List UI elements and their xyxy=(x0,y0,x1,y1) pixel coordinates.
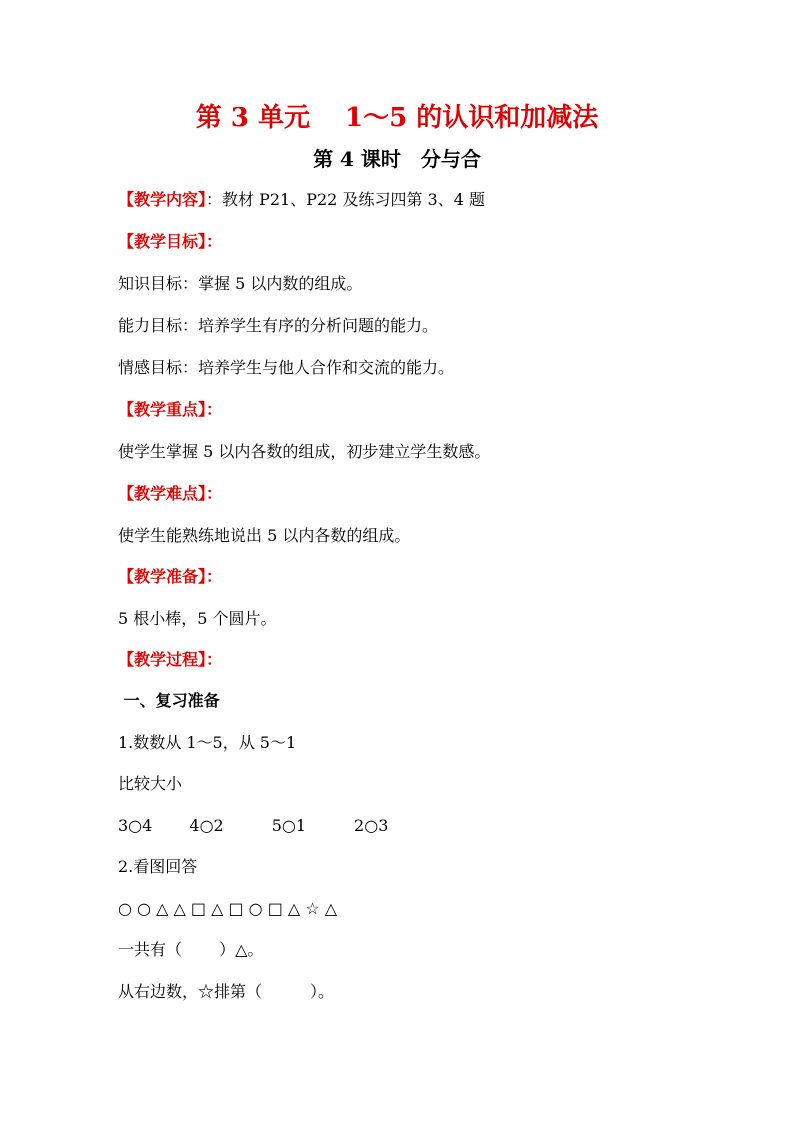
content-text: ：教材 P21、P22 及练习四第 3、4 题 xyxy=(206,190,485,209)
prep-colon: ： xyxy=(206,567,223,586)
goal-knowledge: 知识目标：掌握 5 以内数的组成。 xyxy=(118,274,363,293)
goals-label: 【教学目标】 xyxy=(118,232,207,251)
prep-label: 【教学准备】 xyxy=(118,567,207,586)
difficulty-label: 【教学难点】 xyxy=(118,484,207,503)
process-heading xyxy=(118,647,222,673)
compare-row: 3○4 4○2 5○1 2○3 xyxy=(118,816,389,835)
item-count: 1.数数从 1～5，从 5～1 xyxy=(118,733,297,752)
question-position: 从右边数，☆排第（ ）。 xyxy=(118,982,335,1001)
prep-heading xyxy=(118,564,222,590)
key-heading xyxy=(118,397,222,423)
shapes-row: ○ ○ △ △ □ △ □ ○ □ △ ☆ △ xyxy=(118,899,338,918)
lesson-subtitle: 第 4 课时 分与合 xyxy=(313,147,481,171)
key-text: 使学生掌握 5 以内各数的组成，初步建立学生数感。 xyxy=(118,442,491,461)
prep-text: 5 根小棒，5 个圆片。 xyxy=(118,609,277,628)
document-title: 第 3 单元 1～5 的认识和加减法 xyxy=(195,103,599,133)
process-label: 【教学过程】 xyxy=(118,650,207,669)
goal-emotion: 情感目标：培养学生与他人合作和交流的能力。 xyxy=(118,358,455,377)
compare-heading: 比较大小 xyxy=(118,774,183,793)
key-colon: ： xyxy=(206,400,223,419)
content-line xyxy=(118,187,485,213)
item-picture: 2.看图回答 xyxy=(118,857,198,876)
section-review: 一、复习准备 xyxy=(118,691,220,710)
process-colon: ： xyxy=(206,650,223,669)
key-label: 【教学重点】 xyxy=(118,400,207,419)
difficulty-colon: ： xyxy=(206,484,223,503)
content-label: 【教学内容】 xyxy=(118,190,207,209)
goals-colon: ： xyxy=(206,232,223,251)
question-total: 一共有（ ）△。 xyxy=(118,940,264,959)
difficulty-text: 使学生能熟练地说出 5 以内各数的组成。 xyxy=(118,526,411,545)
goal-ability: 能力目标：培养学生有序的分析问题的能力。 xyxy=(118,316,439,335)
difficulty-heading xyxy=(118,481,222,507)
goals-heading xyxy=(118,229,222,255)
